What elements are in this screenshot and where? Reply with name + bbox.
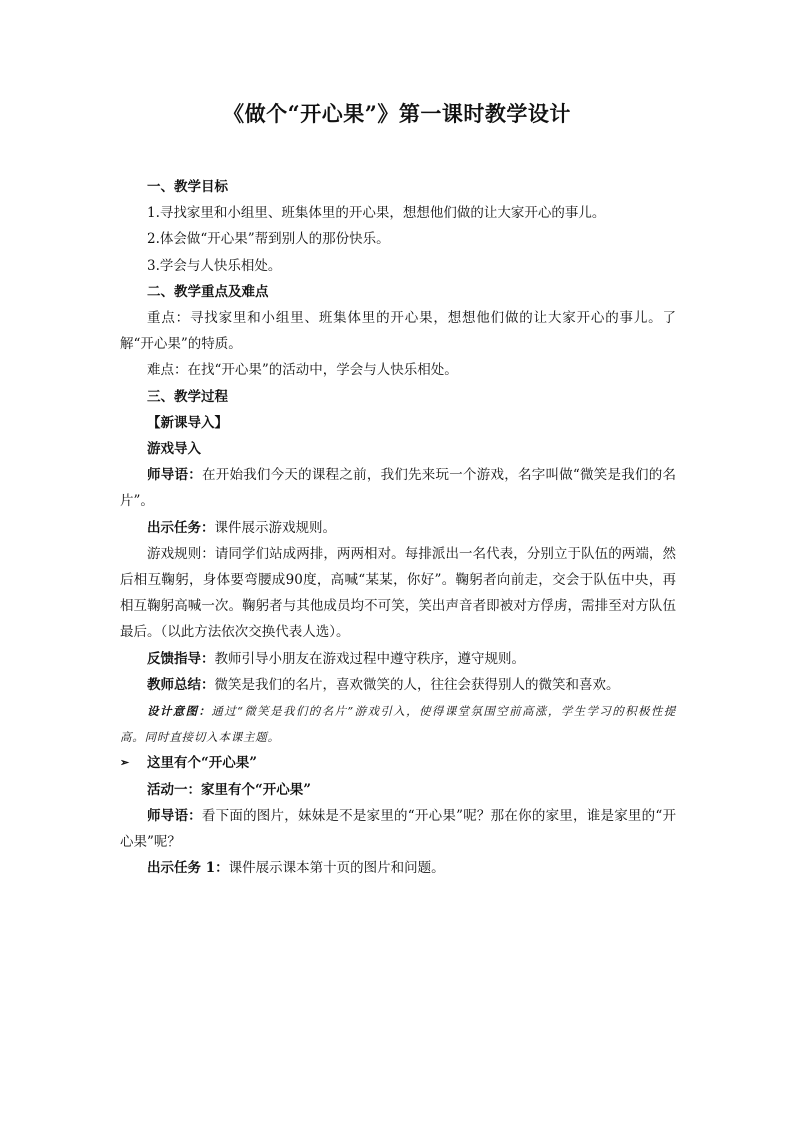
section-heading-objectives: 一、教学目标 <box>147 179 228 195</box>
summary-text: 微笑是我们的名片，喜欢微笑的人，往往会获得别人的微笑和喜欢。 <box>214 676 620 693</box>
key-point-text: 重点：寻找家里和小组里、班集体里的开心果，想想他们做的让大家开心的事儿。了解“开心果”的特质。 <box>120 310 676 353</box>
summary-label: 教师总结： <box>147 676 215 693</box>
teacher-guide-label-2: 师导语： <box>147 807 202 824</box>
design-intent-text: 通过“微笑是我们的名片”游戏引入，使得课堂氛围空前高涨，学生学习的积极性提高。同时直接切入本课主题。 <box>120 704 677 745</box>
subheading-game-intro: 游戏导入 <box>147 441 201 458</box>
arrow-bullet-icon: ➢ <box>120 756 130 770</box>
document-body <box>120 174 676 881</box>
teacher-guide-text-2: 看下面的图片，妹妹是不是家里的“开心果”呢？那在你的家里，谁是家里的“开心果”呢？ <box>120 807 676 851</box>
task-text: 课件展示游戏规则。 <box>214 519 336 536</box>
feedback-label: 反馈指导： <box>147 650 215 667</box>
design-intent-paragraph <box>120 698 676 750</box>
task-label: 出示任务： <box>147 519 215 536</box>
task-text-2: 课件展示课本第十页的图片和问题。 <box>228 860 445 877</box>
objective-item-3: 3.学会与人快乐相处。 <box>147 257 282 274</box>
objective-item-2: 2.体会做“开心果”帮到别人的那份快乐。 <box>147 231 390 248</box>
activity-one-heading: 活动一：家里有个“开心果” <box>147 781 312 798</box>
game-rules-paragraph: 游戏规则：请同学们站成两排，两两相对。每排派出一名代表，分别立于队伍的两端，然后相互鞠躬，身体要弯腰成90度，高喊“某某，你好”。鞠躬者向前走，交会于队伍中央，再相互鞠躬高喊一次。鞠躬者与其他成员均不可笑，笑出声音者即被对方俘虏，需排至对方队伍最后。（以此方法依次交换代表人选）。 <box>120 545 676 641</box>
feedback-paragraph <box>120 646 676 672</box>
teacher-guide-label: 师导语： <box>147 467 202 484</box>
bullet-heading-text: 这里有个“开心果” <box>147 755 258 772</box>
task-label-2: 出示任务 1： <box>147 860 229 877</box>
subheading-new-lesson: 【新课导入】 <box>147 414 228 431</box>
difficult-point-text: 难点：在找“开心果”的活动中，学会与人快乐相处。 <box>147 362 458 379</box>
task-paragraph <box>120 515 676 541</box>
teacher-guide-paragraph-2 <box>120 803 676 855</box>
bullet-heading <box>120 750 676 776</box>
teacher-guide-paragraph <box>120 462 676 514</box>
design-intent-label: 设计意图： <box>147 704 212 719</box>
objective-item-1: 1.寻找家里和小组里、班集体里的开心果，想想他们做的让大家开心的事儿。 <box>147 205 606 222</box>
section-heading-key-points: 二、教学重点及难点 <box>147 283 269 300</box>
summary-paragraph <box>120 672 676 698</box>
feedback-text: 教师引导小朋友在游戏过程中遵守秩序，遵守规则。 <box>214 650 525 667</box>
document-title: 《做个“开心果”》第一课时教学设计 <box>223 101 571 126</box>
teacher-guide-text: 在开始我们今天的课程之前，我们先来玩一个游戏，名字叫做“微笑是我们的名片”。 <box>120 467 677 510</box>
section-heading-process: 三、教学过程 <box>147 388 228 405</box>
task-paragraph-2 <box>120 855 676 881</box>
